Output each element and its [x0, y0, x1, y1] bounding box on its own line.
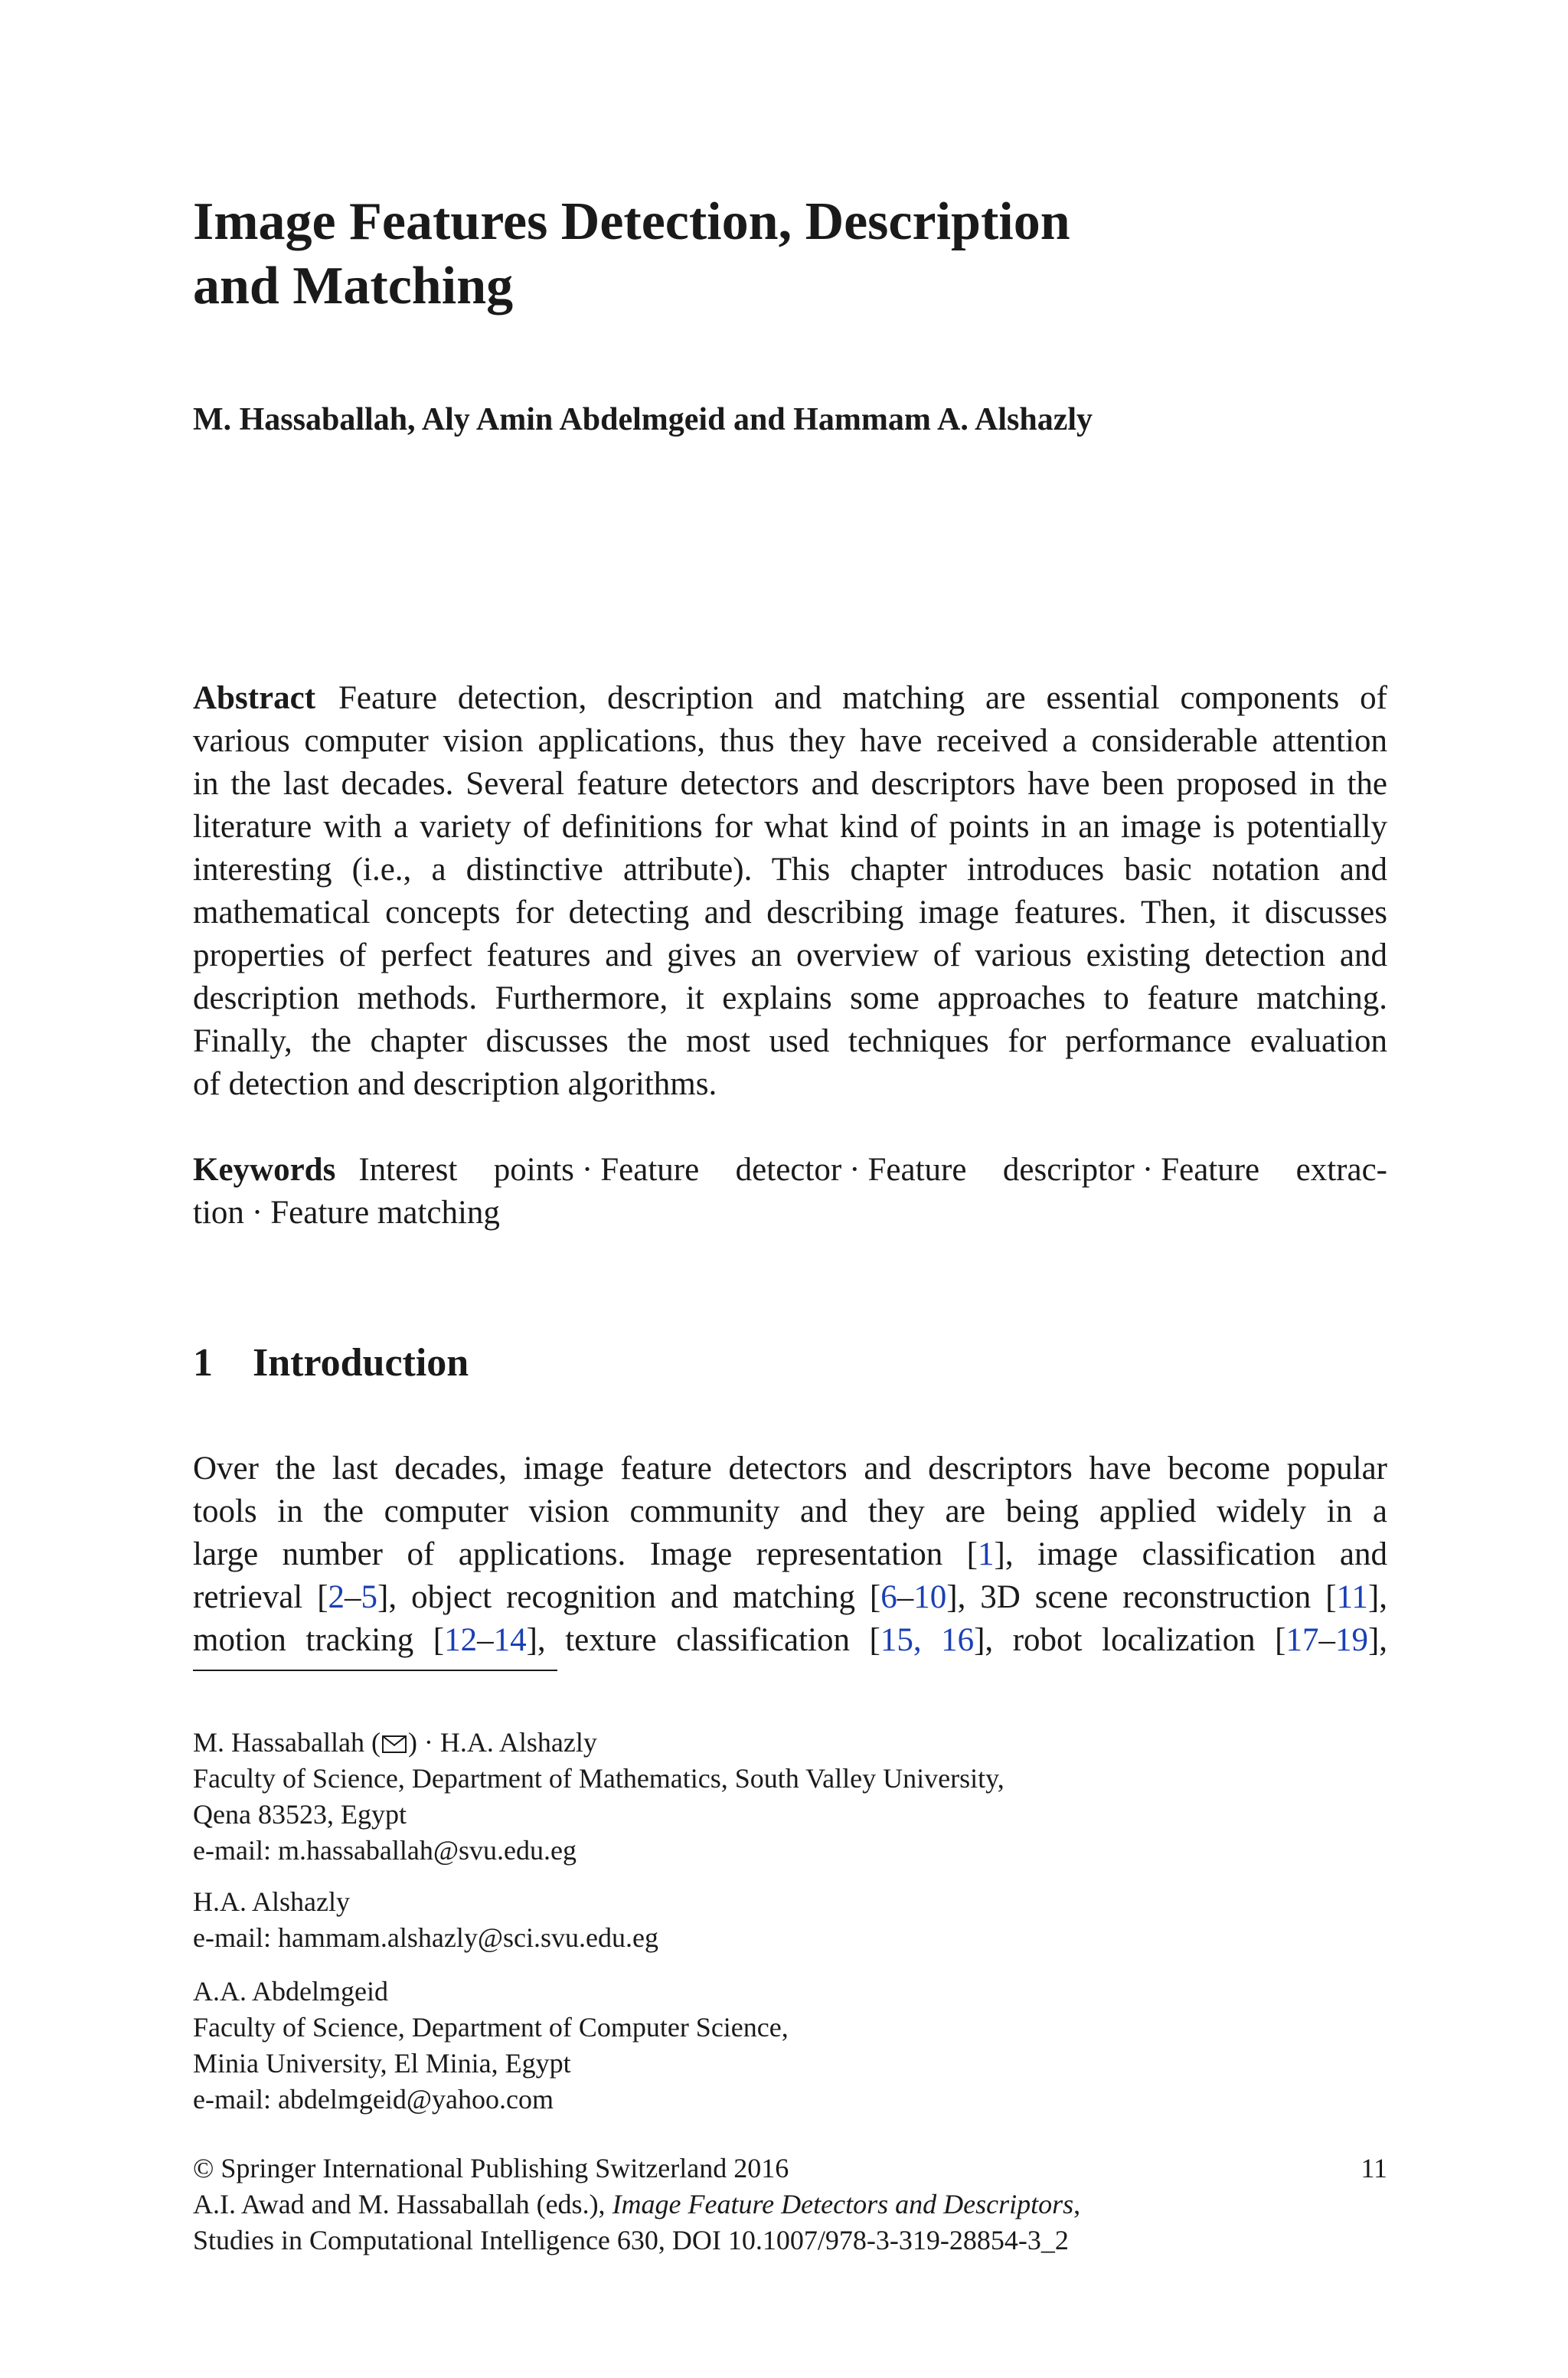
keyword: Feature extrac-	[1161, 1152, 1387, 1188]
text-run: ], image classification and	[994, 1536, 1387, 1572]
abstract-line: literature with a variety of definitions for what kind of points in an image is potentially	[193, 809, 1387, 845]
abstract-label: Abstract	[193, 680, 316, 716]
author-list: M. Hassaballah, Aly Amin Abdelmgeid and Hammam A. Alshazly	[193, 402, 1093, 437]
text-run: ,	[1073, 2189, 1081, 2219]
citation-link[interactable]: 15,	[880, 1622, 922, 1658]
footnote-divider	[193, 1670, 557, 1671]
citation-link[interactable]: 19	[1334, 1622, 1368, 1658]
text-run: ],	[1367, 1622, 1388, 1658]
text-run: ], texture classification [	[526, 1622, 880, 1658]
affiliation-email[interactable]: e-mail: m.hassaballah@svu.edu.eg	[193, 1835, 577, 1866]
text-run: M. Hassaballah (	[193, 1727, 381, 1758]
abstract-line: various computer vision applications, thus they have received a considerable attention	[193, 723, 1387, 759]
affiliation-email[interactable]: e-mail: abdelmgeid@yahoo.com	[193, 2084, 554, 2115]
book-citation-line	[193, 2187, 1387, 2223]
intro-line	[193, 1619, 1387, 1662]
citation-link[interactable]: 17	[1285, 1622, 1319, 1658]
abstract-text: Feature detection, description and matching are essential components of	[338, 680, 1387, 716]
text-run: motion tracking [	[193, 1622, 445, 1658]
text-run: ) · H.A. Alshazly	[407, 1727, 597, 1758]
abstract-line: Finally, the chapter discusses the most used techniques for performance evaluation	[193, 1023, 1387, 1059]
affiliation-line: Faculty of Science, Department of Mathematics, South Valley University,	[193, 1763, 1004, 1794]
affiliation-authors	[193, 1725, 1387, 1761]
citation-link[interactable]: 16	[941, 1622, 975, 1658]
abstract-line	[193, 677, 1387, 720]
envelope-icon	[382, 1735, 407, 1753]
book-title: Image Feature Detectors and Descriptors	[612, 2189, 1074, 2219]
text-run: –	[897, 1579, 914, 1615]
text-run: retrieval [	[193, 1579, 328, 1615]
citation-link[interactable]: 6	[880, 1579, 897, 1615]
text-run: ], robot localization [	[974, 1622, 1286, 1658]
keywords	[193, 1149, 1387, 1235]
affiliation-line: Faculty of Science, Department of Computer Science,	[193, 2012, 789, 2043]
abstract-line: interesting (i.e., a distinctive attribute). This chapter introduces basic notation and	[193, 852, 1387, 888]
keywords-label: Keywords	[193, 1152, 336, 1188]
copyright-line: © Springer International Publishing Switzerland 2016	[193, 2153, 789, 2183]
affiliation-block	[193, 1725, 1387, 1869]
affiliation-block	[193, 1974, 1387, 2118]
title-line-1: Image Features Detection, Description	[193, 192, 1070, 251]
citation-link[interactable]: 12	[444, 1622, 478, 1658]
intro-line: Over the last decades, image feature detectors and descriptors have become popular	[193, 1451, 1387, 1487]
chapter-title	[193, 190, 1387, 319]
keyword-separator: ·	[251, 1195, 263, 1231]
text-run: –	[477, 1622, 494, 1658]
citation-link[interactable]: 1	[978, 1536, 995, 1572]
citation-link[interactable]: 14	[493, 1622, 527, 1658]
affiliation-block	[193, 1884, 1387, 1956]
keyword: Interest points	[358, 1152, 574, 1188]
affiliation-authors: H.A. Alshazly	[193, 1886, 350, 1917]
keywords-line	[193, 1149, 1387, 1192]
section-title: Introduction	[253, 1341, 469, 1385]
abstract-line: in the last decades. Several feature detectors and descriptors have been proposed in the	[193, 766, 1387, 802]
text-run: ], object recognition and matching [	[377, 1579, 881, 1615]
text-run: ],	[1367, 1579, 1387, 1615]
keyword: tion	[193, 1195, 244, 1231]
keyword-separator: ·	[581, 1152, 593, 1188]
citation-link[interactable]: 5	[361, 1579, 378, 1615]
section-number: 1	[193, 1341, 213, 1385]
text-run: large number of applications. Image representation [	[193, 1536, 978, 1572]
affiliation-authors: A.A. Abdelmgeid	[193, 1976, 388, 2007]
citation-link[interactable]: 10	[913, 1579, 947, 1615]
keyword: Feature descriptor	[867, 1152, 1135, 1188]
intro-line	[193, 1576, 1387, 1619]
keywords-line	[193, 1192, 1387, 1235]
keyword-separator: ·	[849, 1152, 861, 1188]
affiliation-line: Qena 83523, Egypt	[193, 1799, 407, 1830]
affiliation-line: Minia University, El Minia, Egypt	[193, 2048, 571, 2079]
publication-footer	[193, 2151, 1387, 2259]
keyword: Feature detector	[600, 1152, 842, 1188]
section-heading	[193, 1340, 1387, 1385]
keyword: Feature matching	[270, 1195, 500, 1231]
abstract-line: properties of perfect features and gives an overview of various existing detection and	[193, 937, 1387, 973]
text-run: –	[1318, 1622, 1335, 1658]
series-doi-line: Studies in Computational Intelligence 630, DOI 10.1007/978-3-319-28854-3_2	[193, 2225, 1069, 2255]
abstract-line: of detection and description algorithms.	[193, 1066, 717, 1102]
intro-line	[193, 1533, 1387, 1576]
intro-paragraph	[193, 1447, 1387, 1662]
citation-link[interactable]: 11	[1336, 1579, 1368, 1615]
text-run: A.I. Awad and M. Hassaballah (eds.),	[193, 2189, 612, 2219]
text-run: –	[345, 1579, 361, 1615]
abstract	[193, 677, 1387, 1106]
intro-line: tools in the computer vision community and they are being applied widely in a	[193, 1493, 1387, 1529]
page-number: 11	[1361, 2153, 1387, 2183]
citation-link[interactable]: 2	[328, 1579, 345, 1615]
affiliation-email[interactable]: e-mail: hammam.alshazly@sci.svu.edu.eg	[193, 1922, 658, 1953]
title-line-2: and Matching	[193, 257, 514, 316]
abstract-line: mathematical concepts for detecting and describing image features. Then, it discusses	[193, 895, 1387, 931]
keyword-separator: ·	[1142, 1152, 1154, 1188]
text-run: ], 3D scene reconstruction [	[946, 1579, 1337, 1615]
abstract-line: description methods. Furthermore, it explains some approaches to feature matching.	[193, 980, 1387, 1016]
